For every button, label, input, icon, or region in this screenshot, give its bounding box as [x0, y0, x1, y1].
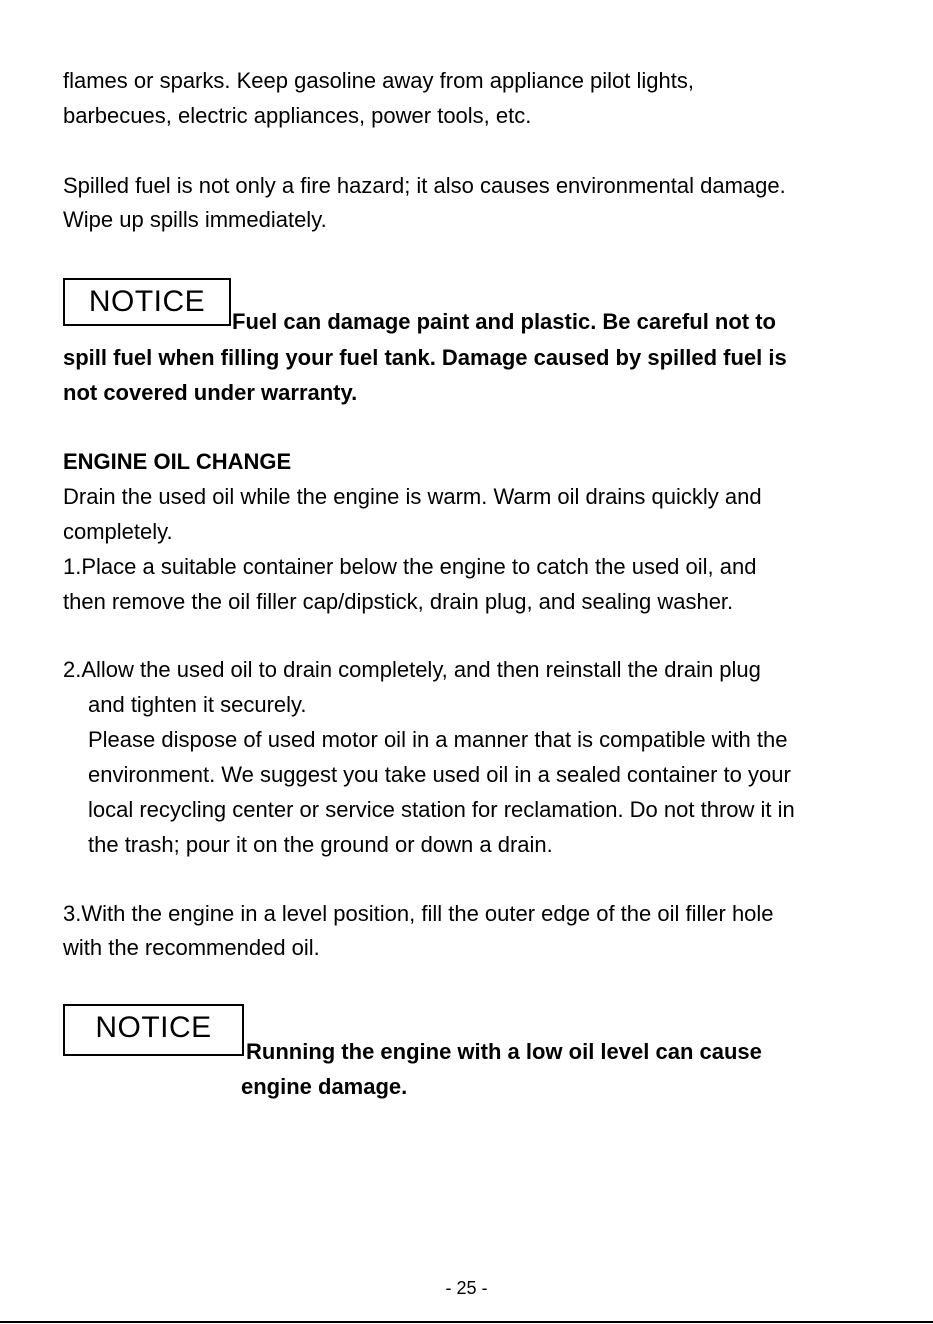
step-text-line: with the recommended oil.	[63, 935, 320, 960]
bottom-rule	[0, 1321, 933, 1323]
notice-label-box	[63, 278, 231, 326]
step-text-line: the trash; pour it on the ground or down a drain.	[88, 832, 553, 857]
notice-text-line: spill fuel when filling your fuel tank. Damage caused by spilled fuel is	[63, 345, 787, 370]
notice-label: NOTICE	[88, 285, 206, 318]
step-text-line: local recycling center or service station for reclamation. Do not throw it in	[88, 797, 795, 822]
notice-text-line: not covered under warranty.	[63, 380, 358, 405]
notice-text-line: engine damage.	[241, 1074, 408, 1099]
step-text-line: then remove the oil filler cap/dipstick, drain plug, and sealing washer.	[63, 589, 734, 614]
body-text-line: Spilled fuel is not only a fire hazard; it also causes environmental damage.	[63, 173, 786, 198]
page-number: - 25 -	[445, 1278, 488, 1298]
step-text-line: 2.Allow the used oil to drain completely, and then reinstall the drain plug	[63, 657, 761, 682]
notice-text-line: Fuel can damage paint and plastic. Be careful not to	[232, 309, 776, 334]
body-text-line: flames or sparks. Keep gasoline away from appliance pilot lights,	[63, 68, 694, 93]
body-text-line: barbecues, electric appliances, power tools, etc.	[63, 103, 532, 128]
step-text-line: 1.Place a suitable container below the engine to catch the used oil, and	[63, 554, 757, 579]
step-text-line: and tighten it securely.	[88, 692, 307, 717]
body-text-line: completely.	[63, 519, 173, 544]
step-text-line: 3.With the engine in a level position, fill the outer edge of the oil filler hole	[63, 901, 774, 926]
step-text-line: Please dispose of used motor oil in a manner that is compatible with the	[88, 727, 788, 752]
notice-label-box	[63, 1004, 244, 1056]
body-text-line: Wipe up spills immediately.	[63, 207, 327, 232]
notice-text-line: Running the engine with a low oil level can cause	[246, 1039, 762, 1064]
section-heading: ENGINE OIL CHANGE	[63, 449, 292, 474]
body-text-line: Drain the used oil while the engine is warm. Warm oil drains quickly and	[63, 484, 762, 509]
step-text-line: environment. We suggest you take used oil in a sealed container to your	[88, 762, 791, 787]
notice-label: NOTICE	[95, 1011, 212, 1044]
